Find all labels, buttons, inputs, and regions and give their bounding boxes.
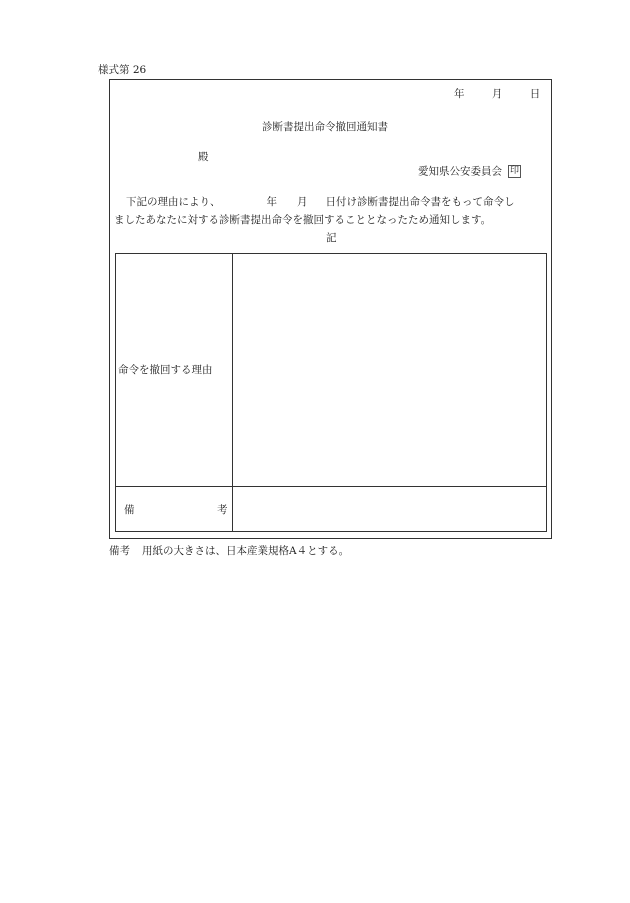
- date-month-label: 月: [491, 88, 503, 100]
- reason-field[interactable]: [233, 254, 546, 486]
- footer-label: 備考: [109, 545, 130, 557]
- remarks-label-second: 考: [217, 504, 228, 516]
- date-day-label: 日: [529, 88, 541, 100]
- ki-heading: 記: [326, 232, 337, 244]
- form-number: 様式第 26: [98, 64, 147, 76]
- body-intro: 下記の理由により、: [126, 196, 221, 208]
- document-title: 診断書提出命令撤回通知書: [262, 121, 388, 133]
- footer-text: 用紙の大きさは、日本産業規格A４とする。: [142, 545, 350, 557]
- addressee-suffix: 殿: [198, 151, 209, 163]
- footer-note: [109, 546, 349, 557]
- seal-mark: 印: [509, 166, 519, 176]
- body-order-text: 日付け診断書提出命令書をもって命令し: [325, 196, 515, 208]
- reason-label: 命令を撤回する理由: [118, 364, 213, 376]
- remarks-label-first: 備: [124, 504, 135, 516]
- reason-table: [115, 253, 547, 532]
- remarks-field[interactable]: [233, 487, 546, 531]
- date-year-label: 年: [454, 88, 465, 100]
- body-month-label: 月: [297, 196, 308, 208]
- body-line-1: [126, 197, 515, 208]
- body-line-2: ましたあなたに対する診断書提出命令を撤回することとなったため通知します。: [114, 214, 492, 226]
- issuer-line: [418, 165, 521, 178]
- body-year-label: 年: [266, 196, 277, 208]
- issuer-name: 愛知県公安委員会: [418, 165, 502, 178]
- date-line: [454, 89, 540, 100]
